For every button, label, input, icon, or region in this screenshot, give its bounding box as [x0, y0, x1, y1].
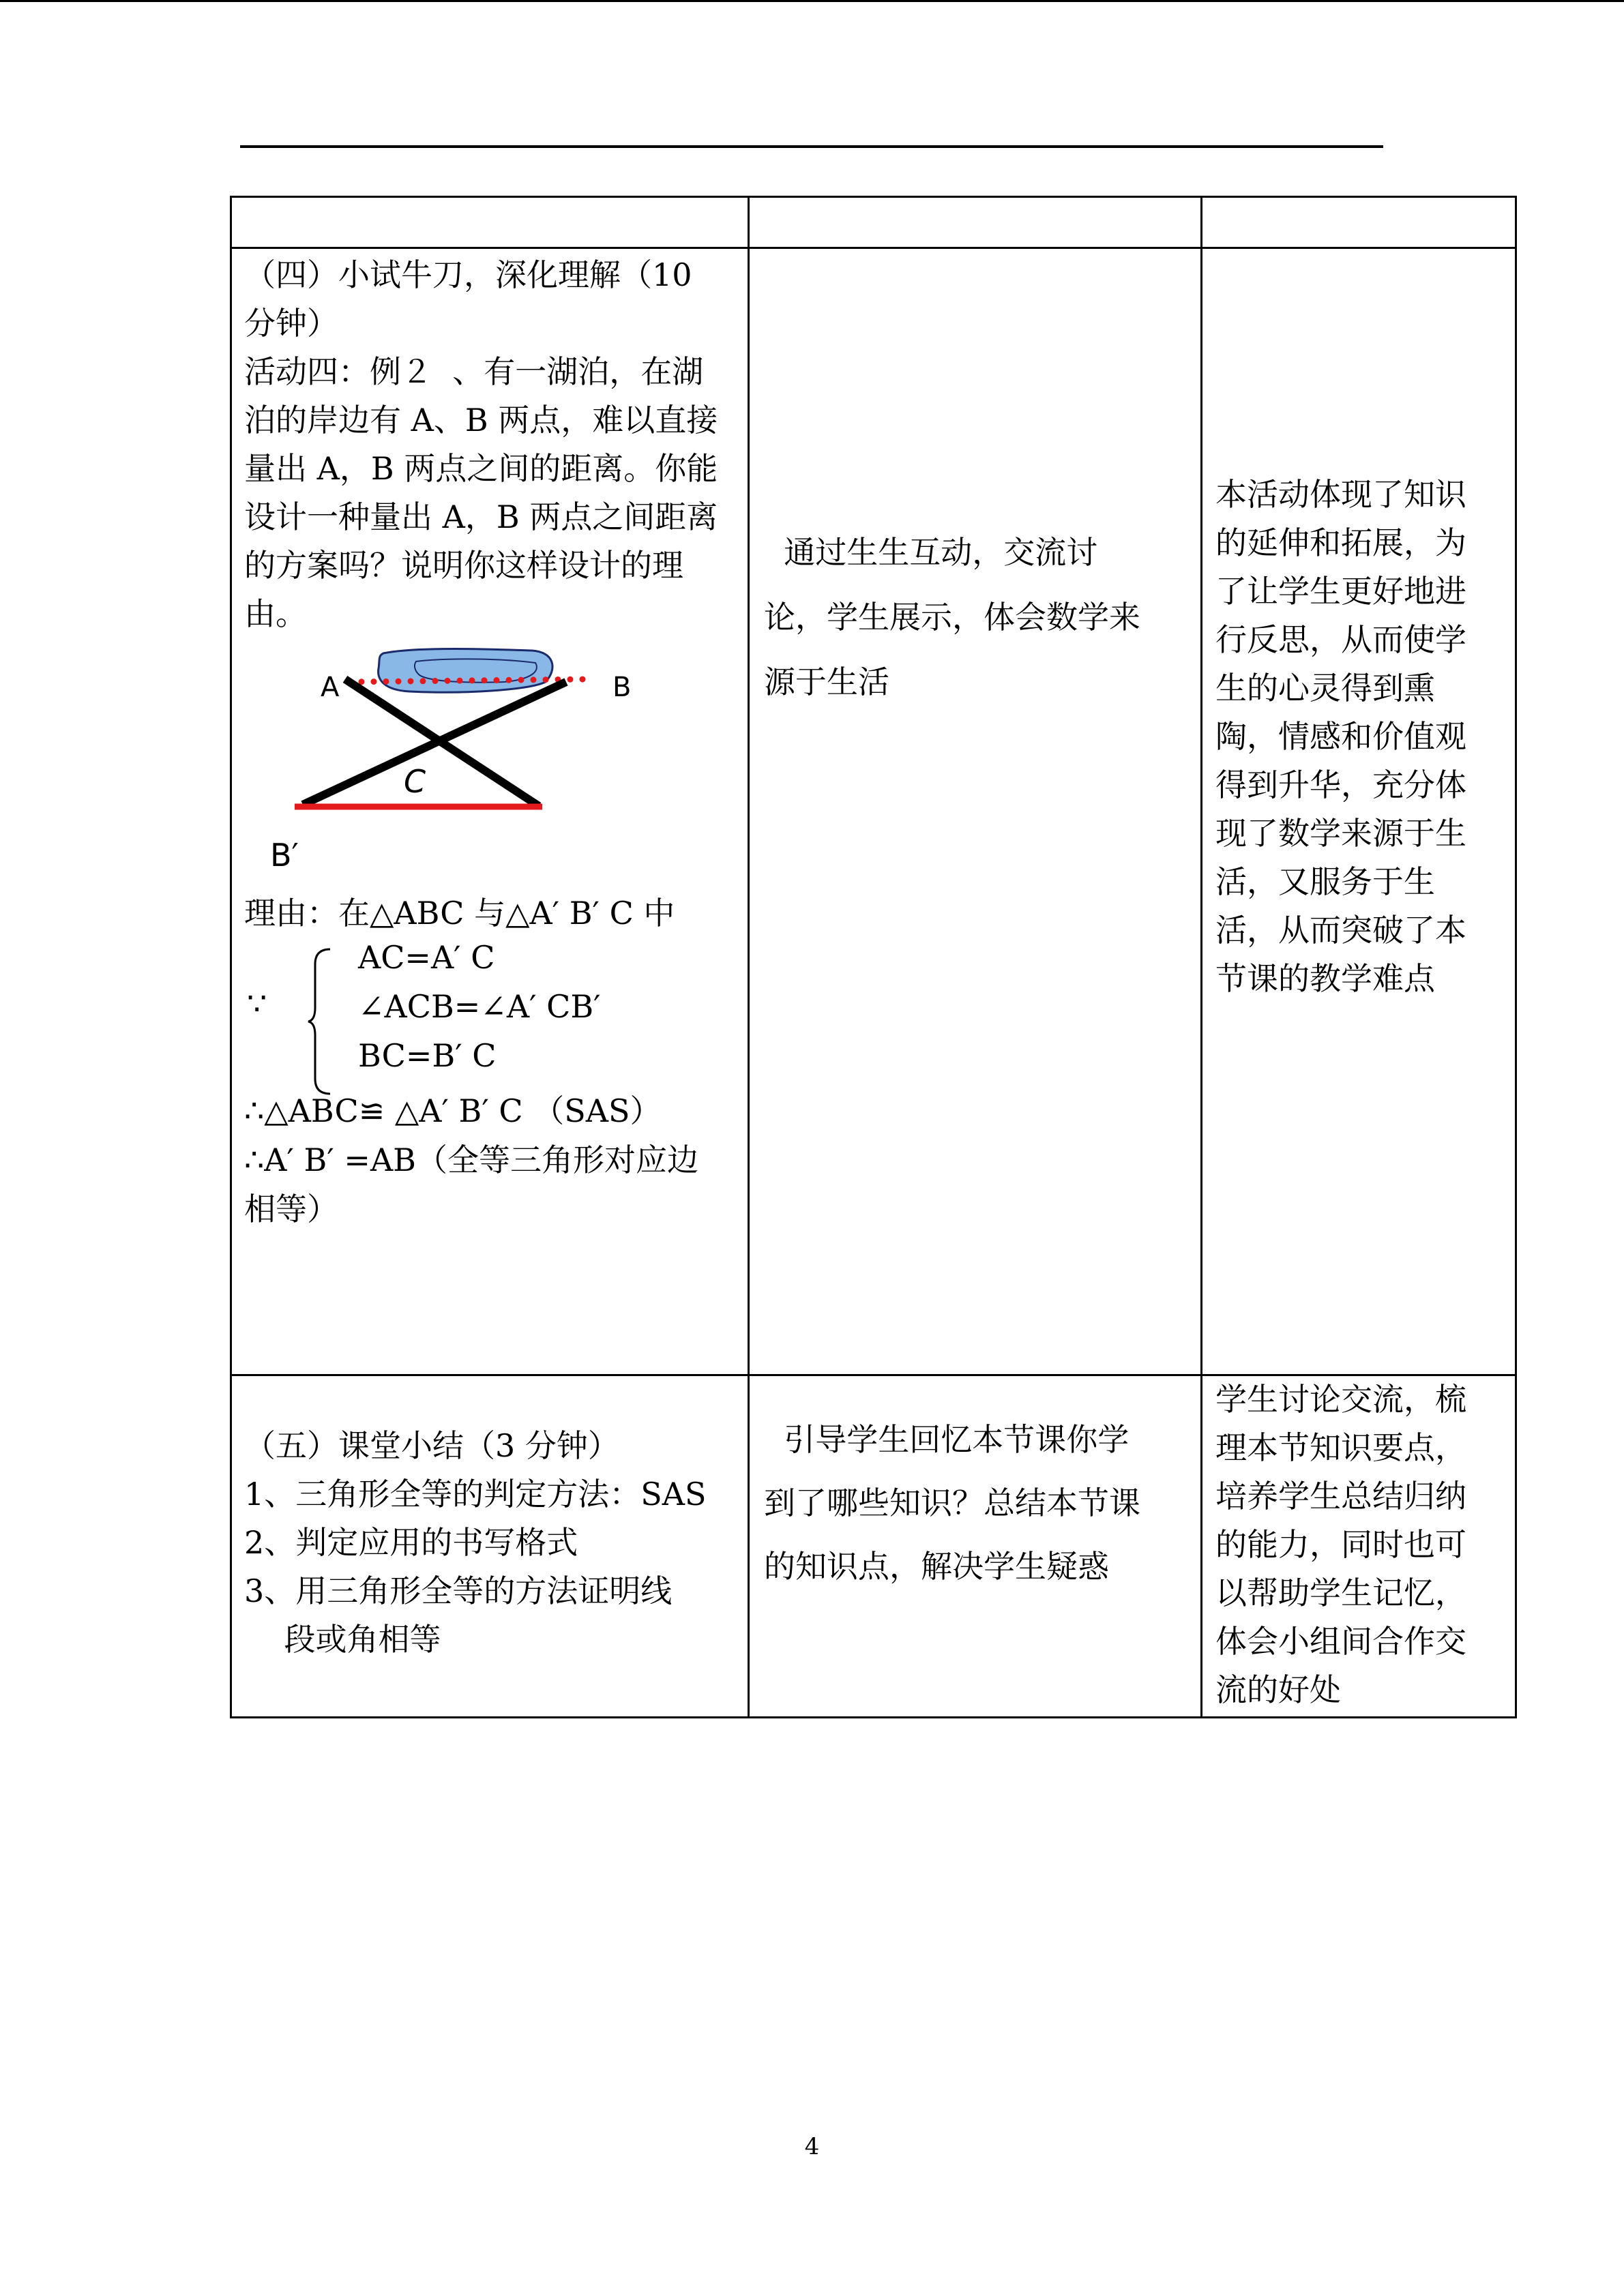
because-symbol: ∵: [247, 985, 267, 1022]
row2-summary-line: （五）课堂小结（3 分钟）: [244, 1427, 619, 1464]
row1-activity-line: 量出 A，B 两点之间的距离。你能: [244, 450, 718, 487]
proof-brace: [307, 946, 334, 1097]
row1-design-intent-cell: [1215, 471, 1509, 1003]
row1-activity-line: 活动四：例２ 、有一湖泊，在湖: [244, 353, 704, 390]
page-number: 4: [804, 2133, 820, 2160]
row2-summary-line: 1、三角形全等的判定方法：SAS: [244, 1476, 707, 1512]
row1-activity-line: （四）小试牛刀，深化理解（10: [244, 256, 692, 293]
table-border-right: [1515, 196, 1517, 1718]
row1-teacher-line: 通过生生互动，交流讨: [764, 534, 1098, 571]
row2-intent-line: 流的好处: [1215, 1671, 1341, 1708]
line-b-to-a-prime: [303, 682, 566, 805]
row2-teacher-line: 到了哪些知识？总结本节课: [764, 1485, 1140, 1521]
row2-intent-line: 学生讨论交流，梳: [1215, 1381, 1466, 1418]
row1-activity-line: 分钟）: [244, 305, 338, 342]
row1-intent-line: 得到升华，充分体: [1215, 766, 1466, 803]
row1-intent-line: 行反思，从而使学: [1215, 621, 1466, 658]
row1-intent-line: 活，从而突破了本: [1215, 912, 1466, 949]
header-rule: [240, 145, 1383, 148]
row1-intent-line: 活，又服务于生: [1215, 863, 1435, 900]
label-b-prime: B′: [270, 837, 299, 874]
row2-design-intent-cell: [1215, 1375, 1509, 1714]
row2-summary-line: 2、判定应用的书写格式: [244, 1524, 578, 1561]
row1-intent-line: 生的心灵得到熏: [1215, 670, 1435, 706]
row2-summary-cell: [244, 1422, 742, 1664]
row1-intent-line: 现了数学来源于生: [1215, 815, 1466, 852]
row2-intent-line: 培养学生总结归纳: [1215, 1478, 1466, 1515]
row2-teacher-activity-cell: [764, 1408, 1197, 1598]
row2-intent-line: 体会小组间合作交: [1215, 1623, 1466, 1660]
table-row-divider-1: [230, 247, 1517, 249]
row1-activity-line: 设计一种量出 A，B 两点之间距离: [244, 498, 718, 535]
row1-teacher-line: 论，学生展示，体会数学来: [764, 599, 1140, 636]
row2-summary-line: 段或角相等: [244, 1621, 441, 1658]
row2-intent-line: 的能力，同时也可: [1215, 1526, 1466, 1563]
row1-activity-cell: [244, 251, 742, 638]
row1-teacher-line: 源于生活: [764, 664, 889, 700]
row1-activity-line: 的方案吗？说明你这样设计的理: [244, 547, 683, 584]
lake-shape: [379, 649, 552, 693]
proof-intro: 理由：在△ABC 与△A′ B′ C 中: [244, 895, 675, 931]
row2-intent-line: 理本节知识要点，: [1215, 1429, 1466, 1466]
page-top-border: [0, 0, 1624, 2]
table-border-bottom: [230, 1716, 1517, 1718]
row1-activity-line: 泊的岸边有 A、B 两点，难以直接: [244, 402, 718, 438]
proof-conclusion: ∴△ABC≌ △A′ B′ C （SAS）: [244, 1092, 662, 1129]
proof-condition: ∠ACB=∠A′ CB′: [358, 988, 601, 1025]
row2-summary-line: 3、用三角形全等的方法证明线: [244, 1572, 673, 1609]
table-column-divider-2: [1200, 196, 1202, 1718]
proof-conclusion: 相等）: [244, 1191, 338, 1227]
row1-teacher-activity-cell: [764, 520, 1197, 715]
row1-intent-line: 本活动体现了知识: [1215, 476, 1466, 513]
row1-activity-line: 由。: [244, 595, 307, 632]
label-b: B: [612, 672, 632, 703]
row1-intent-line: 陶，情感和价值观: [1215, 718, 1466, 755]
row2-intent-line: 以帮助学生记忆，: [1215, 1575, 1466, 1611]
proof-condition: BC=B′ C: [358, 1037, 497, 1074]
label-c: C: [404, 763, 426, 800]
row2-teacher-line: 的知识点，解决学生疑惑: [764, 1548, 1109, 1585]
table-border-top: [230, 196, 1517, 198]
table-column-divider-1: [748, 196, 750, 1718]
proof-conclusion: ∴A′ B′ =AB（全等三角形对应边: [244, 1142, 698, 1178]
row1-intent-line: 节课的教学难点: [1215, 960, 1435, 997]
label-a: A: [321, 672, 340, 703]
proof-condition: AC=A′ C: [358, 939, 495, 976]
table-border-left: [230, 196, 232, 1718]
lake-measurement-figure: [270, 641, 641, 874]
row2-teacher-line: 引导学生回忆本节课你学: [764, 1421, 1130, 1458]
row1-intent-line: 的延伸和拓展，为: [1215, 524, 1466, 561]
row1-intent-line: 了让学生更好地进: [1215, 573, 1466, 610]
